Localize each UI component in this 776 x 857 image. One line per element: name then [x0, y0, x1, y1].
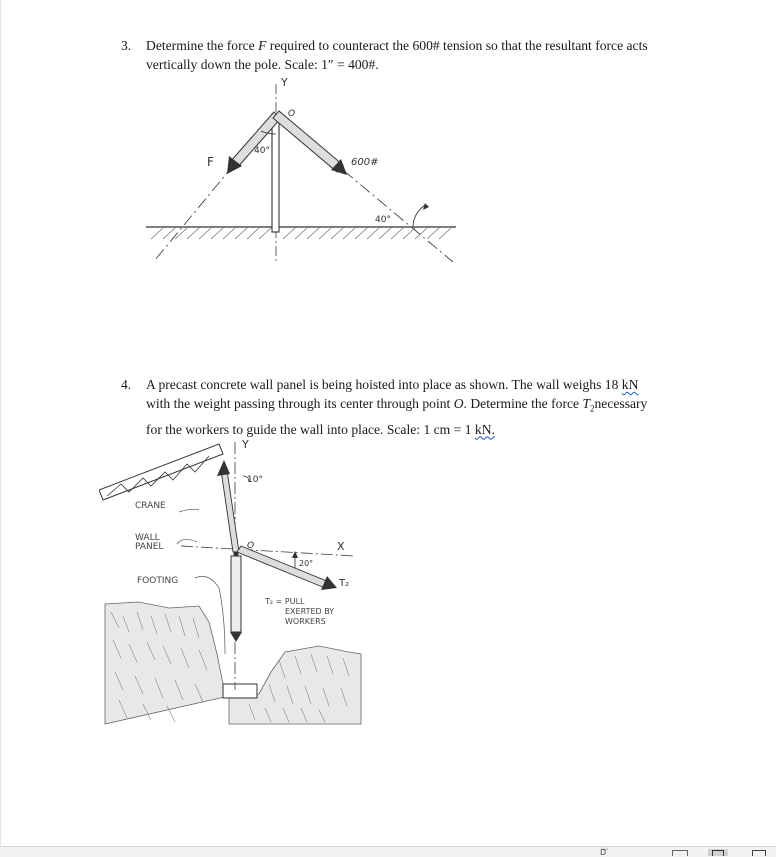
problem-4-var-t-sub: 2: [590, 404, 595, 415]
wall-leader: [177, 539, 197, 544]
problem-4-text-c: . Determine the force: [463, 396, 583, 412]
label-footing: FOOTING: [137, 576, 179, 586]
problem-3-text-b: required to counteract the 600# tension so that the resultant force acts: [266, 38, 648, 53]
problem-4-number: 4.: [121, 377, 132, 392]
footing: [223, 684, 257, 698]
crane-leader: [179, 509, 199, 512]
label-o-4: O: [247, 541, 255, 551]
angle-arc-ground: [413, 205, 425, 227]
problem-3-text-a: Determine the force: [146, 38, 259, 53]
pole: [272, 114, 279, 232]
print-layout-icon[interactable]: [672, 850, 688, 856]
label-f: F: [207, 155, 214, 169]
zoom-icon[interactable]: [752, 850, 766, 856]
angle-arc-ground-arrow: [423, 203, 429, 210]
label-600: 600#: [351, 157, 379, 168]
tension-600-member: [273, 111, 343, 172]
problem-4-unit-kn: kN: [621, 377, 639, 392]
print-icon-glyph: [712, 850, 724, 856]
problem-4-var-t: T: [582, 396, 590, 412]
note-line-2: EXERTED BY: [285, 607, 335, 616]
x-axis-4: [181, 546, 355, 556]
label-crane: CRANE: [135, 501, 166, 511]
soil-left: [105, 602, 229, 724]
problem-4-unit-kn-2: kN.: [474, 421, 495, 437]
problem-4-text-a: A precast concrete wall panel is being hoisted into place as shown. The wall weighs 18: [146, 377, 622, 392]
label-angle-top: 40°: [254, 146, 270, 156]
problem-3-var-f: F: [258, 38, 267, 53]
problem-4-text-d: necessary: [594, 396, 648, 412]
problem-3-number: 3.: [121, 38, 132, 53]
problem-4-text-b: with the weight passing through its center through point: [146, 396, 454, 412]
status-bar: [0, 846, 776, 857]
label-angle-top-4: 10°: [247, 475, 263, 485]
problem-3-text-c: vertically down the pole. Scale: 1″ = 400#.: [146, 57, 379, 73]
problem-3-text: [146, 36, 726, 75]
problem-4-text-e: for the workers to guide the wall into place. Scale: 1 cm = 1: [146, 421, 475, 437]
crane-cable-arrowhead: [217, 460, 230, 476]
note-line-3: WORKERS: [285, 617, 326, 626]
label-t2: T₂: [339, 578, 350, 589]
label-y-4: Y: [242, 438, 249, 451]
read-mode-icon[interactable]: Ḋ̃ ̈: [600, 848, 609, 857]
label-o: O: [288, 109, 296, 119]
wall-panel: [231, 556, 241, 632]
crane-boom: [99, 444, 223, 500]
label-wall-1: WALL: [135, 533, 160, 543]
label-angle-side: 20°: [299, 559, 314, 568]
note-line-1: T₂ = PULL: [265, 597, 305, 606]
label-y: Y: [281, 76, 288, 89]
label-angle-ground: 40°: [375, 215, 391, 225]
web-layout-icon[interactable]: [708, 849, 728, 856]
figure-3-diagram: [141, 76, 461, 266]
problem-4-text: [146, 375, 736, 439]
problem-4-var-o: O: [453, 396, 464, 412]
label-x-4: X: [337, 540, 345, 553]
angle-mark-side-arrow: [292, 551, 298, 558]
weight-arrowhead: [230, 632, 242, 642]
figure-4-diagram: [99, 432, 369, 728]
crane-cable: [221, 470, 239, 552]
label-wall-2: PANEL: [135, 542, 164, 552]
